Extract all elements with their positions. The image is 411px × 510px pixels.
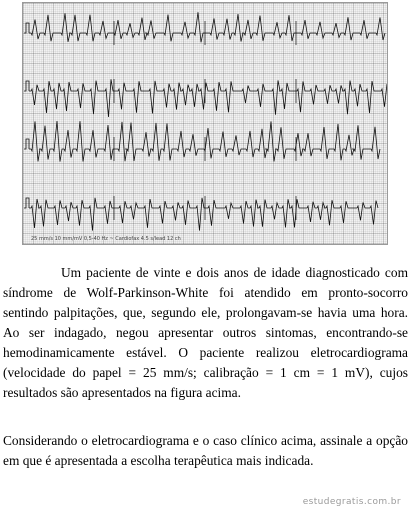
ecg-footer-text: 25 mm/s 10 mm/mV 0,5-40 Hz ~ Cardiofax 4.5 s/lead 12 ch bbox=[31, 236, 181, 242]
ecg-strip-1 bbox=[29, 12, 385, 42]
ecg-strip-2 bbox=[29, 79, 387, 117]
calibration-pulse bbox=[24, 23, 29, 33]
ecg-strip-3 bbox=[29, 121, 380, 162]
ecg-tracing bbox=[23, 3, 387, 244]
question-paragraph-case: Um paciente de vinte e dois anos de idade diagnosticado com síndrome de Wolf-Parkinson-White foi atendido em pronto-socorro sentindo palpitações, que, segundo ele, prolongavam-se havia uma hora. Ao ser indagado, negou apresentar outros sintomas, encontrando-se hemodinamicamente estável. O paciente realizou eletrocardiograma (velocidade do papel = 25 mm/s; calibração = 1 cm = 1 mV), cujos resultados são apresentados na figura acima. bbox=[3, 265, 408, 400]
calibration-pulse bbox=[24, 198, 29, 208]
ecg-figure bbox=[22, 2, 388, 245]
ecg-strip-4 bbox=[29, 198, 378, 231]
question-paragraph-prompt: Considerando o eletrocardiograma e o caso clínico acima, assinale a opção em que é apresentada a escolha terapêutica mais indicada. bbox=[3, 433, 408, 468]
calibration-pulse bbox=[24, 81, 29, 91]
site-watermark: estudegratis.com.br bbox=[302, 497, 401, 507]
calibration-pulse bbox=[24, 139, 29, 149]
